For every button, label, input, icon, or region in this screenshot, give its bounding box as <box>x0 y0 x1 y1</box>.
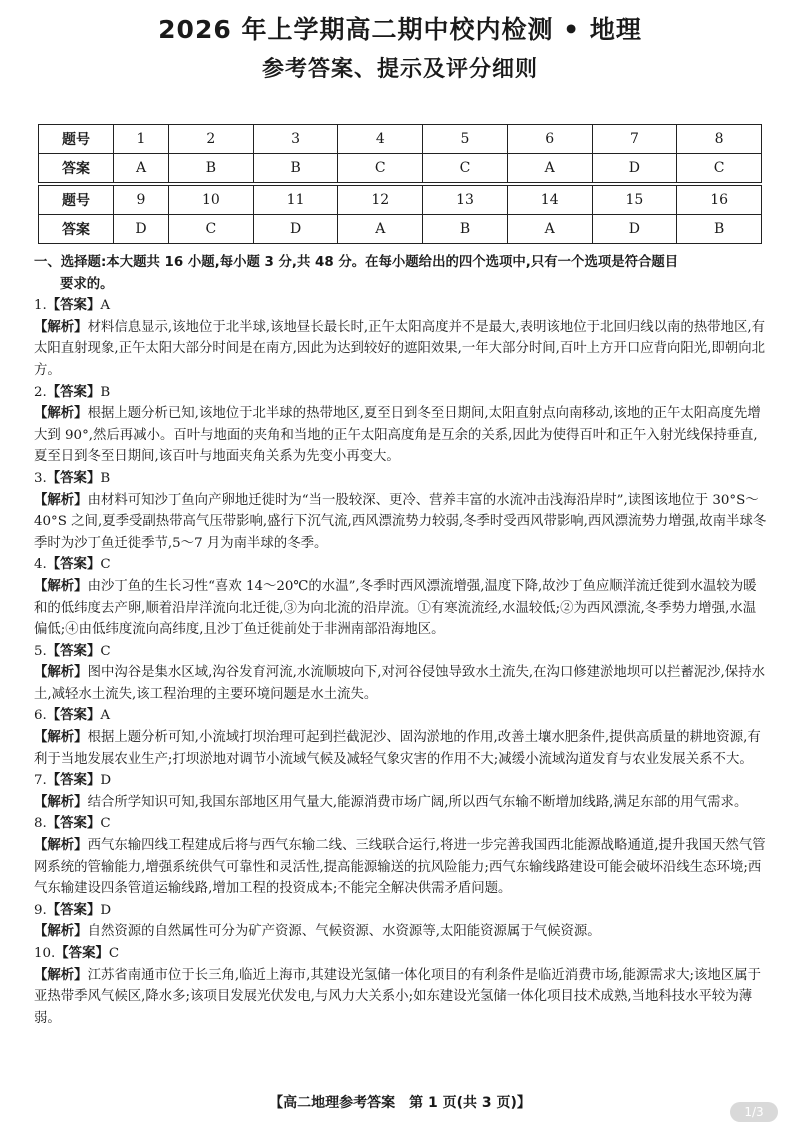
question-item <box>34 382 768 468</box>
answer-tag: 【答案】 <box>55 946 109 961</box>
answer-cell: C <box>423 154 508 185</box>
page-title: 2026 年上学期高二期中校内检测 • 地理 <box>158 15 642 44</box>
answer-tag: 【答案】 <box>46 708 101 724</box>
answer-cell: D <box>253 215 338 244</box>
answer-line <box>34 468 768 490</box>
question-item <box>34 641 768 706</box>
answer-tag: 【答案】 <box>46 643 101 659</box>
question-number: 9. <box>34 902 47 918</box>
analysis-paragraph <box>34 727 768 770</box>
question-number: 4. <box>34 557 47 573</box>
question-number: 6. <box>34 708 47 724</box>
answer-line <box>34 382 768 404</box>
analysis-text: 西气东输四线工程建成后将与西气东输二线、三线联合运行,将进一步完善我国西北能源战略通道,提升我国天然气管网系统的管输能力,增强系统供气可靠性和灵活性,提高能源输送的抗风险能力;西气东输线路建设可能会破坏沿线生态环境;西气东输建设四条管道运输线路,增加工程的投资成本;不能完全解决供需矛盾问题。 <box>34 838 766 897</box>
analysis-tag: 【解析】 <box>34 967 88 983</box>
answer-line <box>34 641 768 663</box>
answer-tag: 【答案】 <box>46 298 101 314</box>
question-list <box>34 295 768 1029</box>
analysis-tag: 【解析】 <box>34 406 88 422</box>
question-number-cell: 8 <box>677 125 762 154</box>
analysis-paragraph <box>34 317 768 382</box>
section-intro <box>34 252 768 295</box>
analysis-text: 根据上题分析已知,该地位于北半球的热带地区,夏至日到冬至日期间,太阳直射点向南移动,该地的正午太阳高度先增大到 90°,然后再减小。百叶与地面的夹角和当地的正午太阳高度角是互余的关系,因此为使得百叶和正午入射光线保持垂直,夏至日到冬至日期间,该百叶与地面夹角关系为先变小再变大。 <box>34 406 761 465</box>
table-row-question-numbers <box>39 184 762 215</box>
analysis-tag: 【解析】 <box>34 794 88 810</box>
analysis-text: 由材料可知沙丁鱼向产卵地迁徙时为“当一股较深、更冷、营养丰富的水流冲击浅海沿岸时”,读图该地位于 30°S～40°S 之间,夏季受副热带高气压带影响,盛行下沉气流,西风漂流势力较弱,冬季时受西风带影响,西风漂流势力增强,故南半球冬季时为沙丁鱼迁徙季节,5～7 月为南半球的冬季。 <box>34 492 767 551</box>
question-number: 8. <box>34 816 47 832</box>
question-number-cell: 10 <box>169 184 254 215</box>
answer-line <box>34 900 768 922</box>
answer-value: D <box>100 773 112 789</box>
row-header-question: 题号 <box>39 125 114 154</box>
question-number-cell: 5 <box>423 125 508 154</box>
question-number-cell: 16 <box>677 184 762 215</box>
answer-value: A <box>100 708 111 724</box>
answer-cell: B <box>253 154 338 185</box>
question-number-cell: 12 <box>338 184 423 215</box>
answer-value: D <box>100 902 112 918</box>
analysis-paragraph <box>34 792 768 814</box>
answer-cell: A <box>338 215 423 244</box>
answer-line <box>34 813 768 835</box>
section-intro-line1: 一、选择题:本大题共 16 小题,每小题 3 分,共 48 分。在每小题给出的四个选项中,只有一个选项是符合题目 <box>34 255 679 270</box>
table-row-question-numbers <box>39 125 762 154</box>
analysis-text: 图中沟谷是集水区域,沟谷发育河流,水流顺坡向下,对河谷侵蚀导致水土流失,在沟口修建淤地坝可以拦蓄泥沙,保持水土,减轻水土流失,该工程治理的主要环境问题是水土流失。 <box>34 665 765 702</box>
question-number: 10. <box>34 946 56 961</box>
question-number: 3. <box>34 470 47 486</box>
answer-cell: D <box>592 154 677 185</box>
answer-explanations <box>34 252 768 1029</box>
question-number: 7. <box>34 773 47 789</box>
answer-cell: C <box>169 215 254 244</box>
analysis-tag: 【解析】 <box>34 730 88 746</box>
answer-tag: 【答案】 <box>46 773 101 789</box>
answer-line <box>34 554 768 576</box>
answer-line <box>34 770 768 792</box>
answer-value: C <box>100 816 111 832</box>
question-item <box>34 468 768 554</box>
answer-line <box>34 295 768 317</box>
page-subtitle: 参考答案、提示及评分细则 <box>261 57 538 82</box>
question-number-cell: 14 <box>507 184 592 215</box>
analysis-text: 结合所学知识可知,我国东部地区用气量大,能源消费市场广阔,所以西气东输不断增加线路,满足东部的用气需求。 <box>87 794 748 810</box>
analysis-text: 自然资源的自然属性可分为矿产资源、气候资源、水资源等,太阳能资源属于气候资源。 <box>87 924 601 940</box>
answer-key-table <box>38 124 762 244</box>
analysis-paragraph <box>34 835 768 900</box>
question-number-cell: 6 <box>507 125 592 154</box>
answer-cell: A <box>507 215 592 244</box>
question-number-cell: 7 <box>592 125 677 154</box>
answer-value: C <box>108 946 120 961</box>
answer-cell: B <box>677 215 762 244</box>
answer-value: B <box>100 384 111 400</box>
question-item <box>34 554 768 640</box>
question-item <box>34 813 768 899</box>
answer-tag: 【答案】 <box>46 816 101 832</box>
analysis-paragraph <box>34 965 768 1030</box>
question-number-cell: 3 <box>253 125 338 154</box>
answer-cell: A <box>507 154 592 185</box>
answer-cell: A <box>114 154 169 185</box>
answer-cell: B <box>169 154 254 185</box>
question-number-cell: 9 <box>114 184 169 215</box>
answer-line <box>34 943 768 965</box>
analysis-tag: 【解析】 <box>34 924 88 940</box>
question-number-cell: 4 <box>338 125 423 154</box>
row-header-answer: 答案 <box>39 154 114 185</box>
row-header-question: 题号 <box>39 184 114 215</box>
question-number-cell: 11 <box>253 184 338 215</box>
question-number-cell: 13 <box>423 184 508 215</box>
answer-cell: C <box>677 154 762 185</box>
answer-value: A <box>100 298 111 314</box>
answer-cell: C <box>338 154 423 185</box>
analysis-paragraph <box>34 490 768 555</box>
table-row-answers <box>39 215 762 244</box>
question-number: 5. <box>34 643 47 659</box>
analysis-tag: 【解析】 <box>34 665 88 681</box>
analysis-paragraph <box>34 403 768 468</box>
answer-tag: 【答案】 <box>46 384 101 400</box>
answer-value: C <box>100 643 111 659</box>
question-number-cell: 2 <box>169 125 254 154</box>
answer-cell: D <box>592 215 677 244</box>
answer-cell: B <box>423 215 508 244</box>
question-number-cell: 15 <box>592 184 677 215</box>
answer-tag: 【答案】 <box>46 902 101 918</box>
page-indicator-badge[interactable]: 1/3 <box>730 1102 778 1122</box>
analysis-tag: 【解析】 <box>34 319 88 335</box>
answer-value: B <box>100 470 111 486</box>
analysis-tag: 【解析】 <box>34 492 88 508</box>
analysis-paragraph <box>34 576 768 641</box>
question-number: 1. <box>34 298 47 314</box>
question-item <box>34 295 768 381</box>
section-intro-line2: 要求的。 <box>60 276 114 292</box>
analysis-tag: 【解析】 <box>34 578 88 594</box>
table-row-answers <box>39 154 762 185</box>
question-item <box>34 943 768 1029</box>
analysis-text: 材料信息显示,该地位于北半球,该地昼长最长时,正午太阳高度并不是最大,表明该地位于北回归线以南的热带地区,有太阳直射现象,正午太阳大部分时间是在南方,因此为达到较好的遮阳效果,一年大部分时间,百叶上方开口应背向阳光,即朝向北方。 <box>34 319 765 378</box>
question-number: 2. <box>34 384 47 400</box>
answer-cell: D <box>114 215 169 244</box>
question-item <box>34 770 768 813</box>
question-number-cell: 1 <box>114 125 169 154</box>
row-header-answer: 答案 <box>39 215 114 244</box>
analysis-tag: 【解析】 <box>34 838 88 854</box>
answer-tag: 【答案】 <box>46 557 101 573</box>
answer-line <box>34 705 768 727</box>
question-item <box>34 705 768 770</box>
question-item <box>34 900 768 943</box>
analysis-paragraph <box>34 921 768 943</box>
answer-tag: 【答案】 <box>46 470 101 486</box>
analysis-text: 由沙丁鱼的生长习性“喜欢 14～20℃的水温”,冬季时西风漂流增强,温度下降,故沙丁鱼应顺洋流迁徙到水温较为暖和的低纬度去产卵,顺着沿岸洋流向北迁徙,③为向北流的沿岸流。①有寒流流经,水温较低;②为西风漂流,冬季势力增强,水温偏低;④由低纬度流向高纬度,且沙丁鱼迁徙前处于非洲南部沿海地区。 <box>34 578 757 638</box>
analysis-paragraph <box>34 662 768 705</box>
analysis-text: 江苏省南通市位于长三角,临近上海市,其建设光氢储一体化项目的有利条件是临近消费市场,能源需求大;该地区属于亚热带季风气候区,降水多;该项目发展光伏发电,与风力大关系小;如东建设光氢储一体化项目技术成熟,当地科技水平较为薄弱。 <box>34 967 761 1026</box>
page-footer: 【高二地理参考答案 第 1 页(共 3 页)】 <box>269 1095 531 1111</box>
answer-value: C <box>100 557 111 573</box>
analysis-text: 根据上题分析可知,小流域打坝治理可起到拦截泥沙、固沟淤地的作用,改善土壤水肥条件,提供高质量的耕地资源,有利于当地发展农业生产;打坝淤地对调节小流域气候及减轻气象灾害的作用不大;减缓小流域沟道发育与农业发展关系不大。 <box>34 730 761 767</box>
